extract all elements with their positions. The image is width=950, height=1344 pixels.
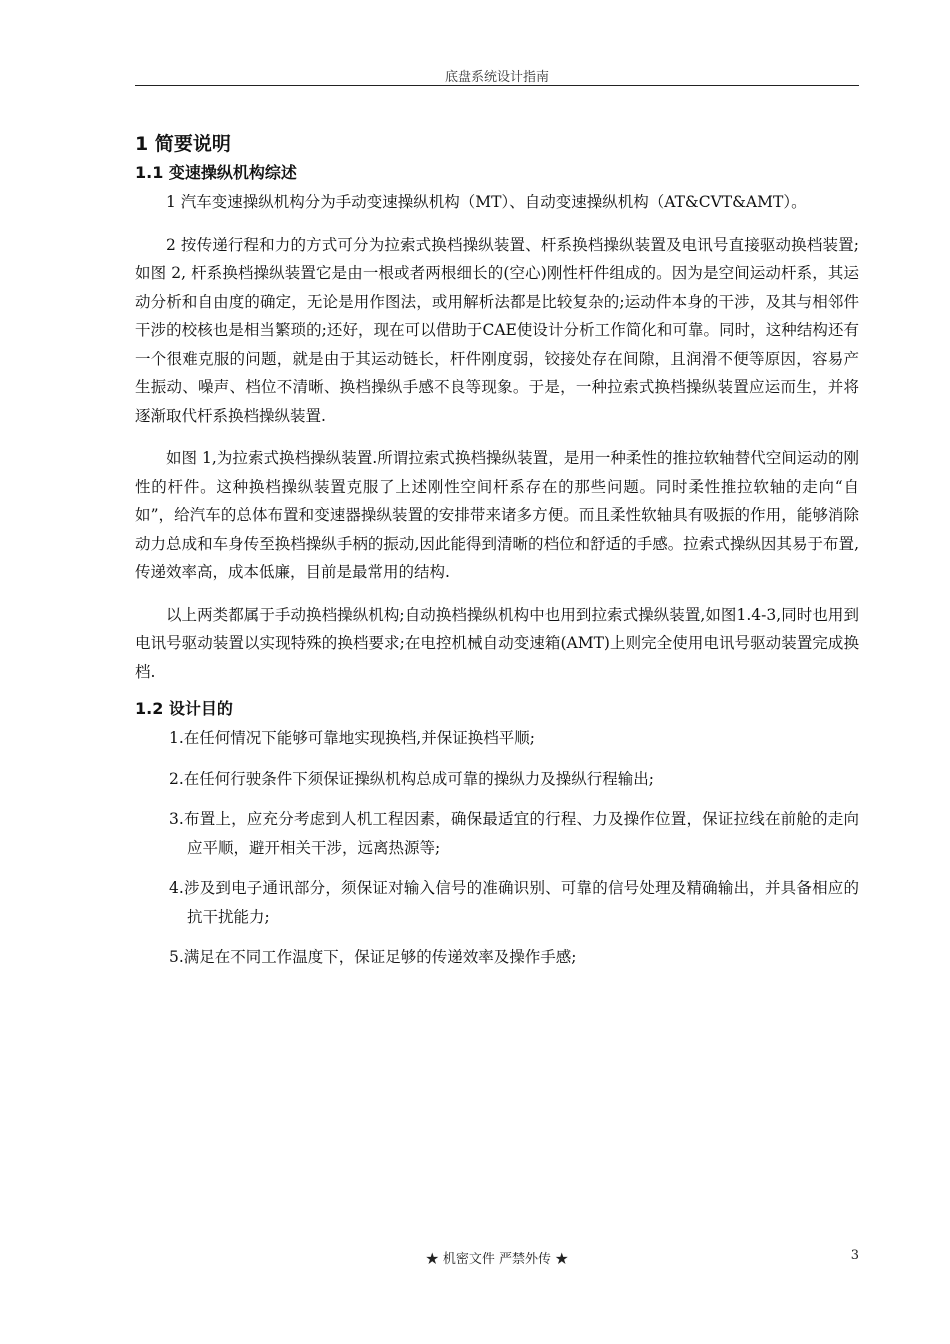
document-body bbox=[135, 118, 859, 984]
confidential-footer: ★ 机密文件 严禁外传 ★ bbox=[425, 1252, 569, 1267]
list-item: 1.在任何情况下能够可靠地实现换档,并保证换档平顺; bbox=[169, 729, 535, 747]
list-item: 4.涉及到电子通讯部分，须保证对输入信号的准确识别、可靠的信号处理及精确输出，并具备相应的抗干扰能力; bbox=[169, 879, 859, 926]
design-goals-list bbox=[135, 724, 859, 972]
list-item: 3.布置上，应充分考虑到人机工程因素，确保最适宜的行程、力及操作位置，保证拉线在前舱的走向应平顺，避开相关干涉，远离热源等; bbox=[169, 810, 859, 857]
list-item: 2.在任何行驶条件下须保证操纵机构总成可靠的操纵力及操纵行程输出; bbox=[169, 769, 655, 788]
page-header: 底盘系统设计指南 bbox=[444, 70, 549, 85]
section-1-1-heading: 1.1 变速操纵机构综述 bbox=[135, 163, 297, 182]
paragraph-4: 以上两类都属于手动换档操纵机构;自动换档操纵机构中也用到拉索式操纵装置,如图1.4-3,同时也用到电讯号驱动装置以实现特殊的换档要求;在电控机械自动变速箱(AMT)上则完全使用电讯号驱动装置完成换档. bbox=[135, 605, 859, 681]
paragraph-2: 2 按传递行程和力的方式可分为拉索式换档操纵装置、杆系换档操纵装置及电讯号直接驱动换档装置;如图 2, 杆系换档操纵装置它是由一根或者两根细长的(空心)刚性杆件组成的。因为是空间运动杆系，其运动分析和自由度的确定，无论是用作图法，或用解析法都是比较复杂的;运动件本身的干涉，及其与相邻件干涉的校核也是相当繁琐的;还好，现在可以借助于CAE使设计分析工作简化和可靠。同时，这种结构还有一个很难克服的问题，就是由于其运动链长，杆件刚度弱，铰接处存在间隙，且润滑不便等原因，容易产生振动、噪声、档位不清晰、换档操纵手感不良等现象。于是，一种拉索式换档操纵装置应运而生，并将逐渐取代杆系换档操纵装置. bbox=[135, 235, 859, 425]
header-divider bbox=[135, 85, 859, 86]
section-1-2-heading: 1.2 设计目的 bbox=[135, 699, 233, 718]
paragraph-1: 1 汽车变速操纵机构分为手动变速操纵机构（MT）、自动变速操纵机构（AT&CVT&AMT）。 bbox=[166, 193, 807, 211]
paragraph-3: 如图 1,为拉索式换档操纵装置.所谓拉索式换档操纵装置，是用一种柔性的推拉软轴替代空间运动的刚性的杆件。这种换档操纵装置克服了上述刚性空间杆系存在的那些问题。同时柔性推拉软轴的走向“自如”，给汽车的总体布置和变速器操纵装置的安排带来诸多方便。而且柔性软轴具有吸振的作用，能够消除动力总成和车身传至换档操纵手柄的振动,因此能得到清晰的档位和舒适的手感。拉索式操纵因其易于布置,传递效率高，成本低廉，目前是最常用的结构. bbox=[135, 449, 859, 581]
page-number: 3 bbox=[850, 1248, 859, 1263]
list-item: 5.满足在不同工作温度下，保证足够的传递效率及操作手感; bbox=[169, 948, 577, 966]
section-1-heading: 1 简要说明 bbox=[135, 133, 231, 155]
